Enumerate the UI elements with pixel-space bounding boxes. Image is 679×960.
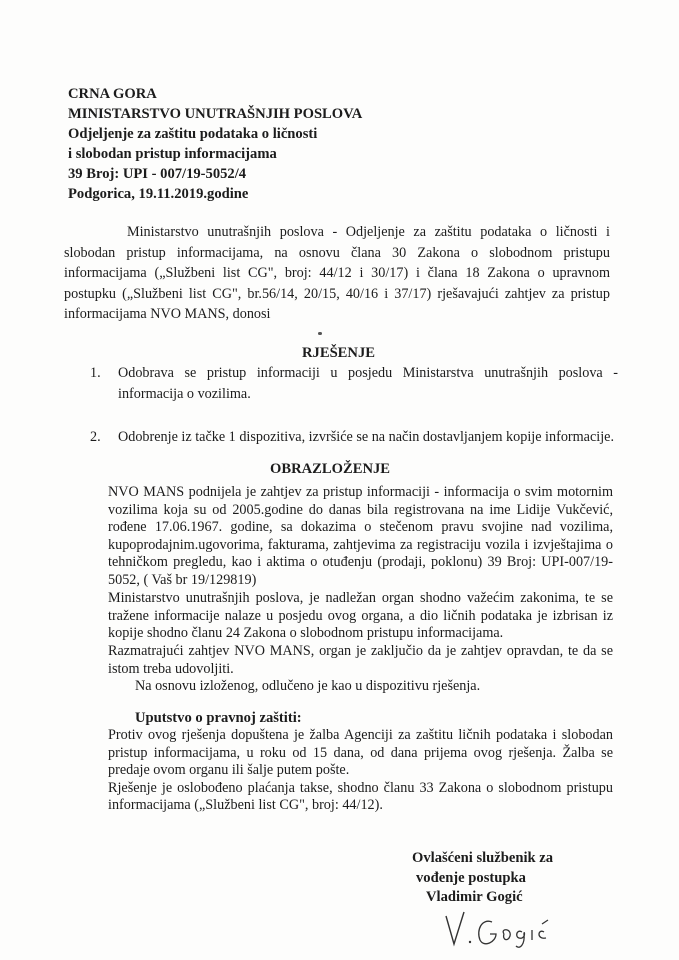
intro-paragraph [64, 222, 610, 325]
rjesenje-heading: RJEŠENJE [302, 345, 375, 361]
decision-text: Odobrenje iz tačke 1 dispozitiva, izvršiće se na način dostavljanjem kopije informacije. [118, 429, 614, 445]
reasoning-text-2: Ministarstvo unutrašnjih poslova, je nadležan organ shodno važećim zakonima, te se tražene informacije nalaze u posjedu ovog organa, a dio ličnih podataka je izbrisan iz kopije shodno članu 24 Zakona o slobodnom pristupu informacijama. [108, 590, 613, 642]
scan-speck [318, 332, 322, 335]
reasoning-paragraph-2 [108, 590, 613, 643]
reasoning-text-1: NVO MANS podnijela je zahtjev za pristup informaciji - informacija o svim motornim vozilima koja su od 2005.godine do danas bila registrovana na ime Lidije Vukčević, rođene 17.06.1967. godine, sa dokazima o stečenom pravu svojine nad vozilima, kupoprodajnim.ugovorima, fakturama, zahtjevima za registraciju vozila i izvještajima o tehničkom pregledu, kao i aktima o otuđenju (prodaji, poklonu) 39 Broj: UPI-007/19-5052, ( Vaš br 19/129819) [108, 484, 613, 588]
department-line-2: i slobodan pristup informacijama [68, 146, 277, 162]
handwritten-signature [440, 904, 590, 952]
legal-remedy-text-2: Rješenje je oslobođeno plaćanja takse, shodno članu 33 Zakona o slobodnom pristupu informacijama („Službeni list CG", broj: 44/12). [108, 779, 613, 814]
reasoning-paragraph-3 [108, 643, 613, 678]
reasoning-paragraph-4 [135, 678, 613, 696]
legal-remedy-title: Uputstvo o pravnoj zaštiti: [135, 710, 302, 726]
signature-block [412, 849, 553, 908]
obrazlozenje-heading: OBRAZLOŽENJE [270, 461, 391, 477]
reasoning-paragraph-1 [108, 484, 613, 590]
signatory-title: Ovlašćeni službenik za [412, 850, 554, 866]
place-date: Podgorica, 19.11.2019.godine [68, 186, 249, 202]
decision-number: 2. [90, 429, 101, 445]
reasoning-text-4: Na osnovu izloženog, odlučeno je kao u dispozitivu rješenja. [135, 678, 481, 694]
country-line: CRNA GORA [68, 86, 157, 102]
reference-number: 39 Broj: UPI - 007/19-5052/4 [68, 166, 247, 182]
letterhead [68, 84, 362, 204]
decision-number: 1. [90, 365, 101, 381]
department-line: Odjeljenje za zaštitu podataka o ličnosti [68, 126, 318, 142]
intro-text: Ministarstvo unutrašnjih poslova - Odjeljenje za zaštitu podataka o ličnosti i slobodan pristup informacijama, na osnovu člana 30 Zakona o slobodnom pristupu informacijama („Službeni list CG", broj: 44/12 i 30/17) i člana 18 Zakona o upravnom postupku („Službeni list CG", br.56/14, 20/15, 40/16 i 37/17) rješavajući zahtjev za pristup informacijama NVO MANS, donosi [64, 224, 610, 323]
reasoning-text-3: Razmatrajući zahtjev NVO MANS, organ je zaključio da je zahtjev opravdan, te da se istom treba udovoljiti. [108, 643, 613, 677]
signatory-name: Vladimir Gogić [426, 889, 523, 905]
decision-text: Odobrava se pristup informaciji u posjedu Ministarstva unutrašnjih poslova - informacija o vozilima. [118, 365, 618, 402]
legal-remedy-text-1: Protiv ovog rješenja dopuštena je žalba Agenciji za zaštitu ličnih podataka i slobodan pristup informacijama, u roku od 15 dana, od dana prijema ovog rješenja. Žalba se predaje ovom organu ili šalje putem pošte. [108, 727, 613, 779]
signatory-role: vođenje postupka [416, 869, 526, 886]
ministry-line: MINISTARSTVO UNUTRAŠNJIH POSLOVA [68, 106, 363, 122]
legal-remedy-section [108, 727, 613, 815]
